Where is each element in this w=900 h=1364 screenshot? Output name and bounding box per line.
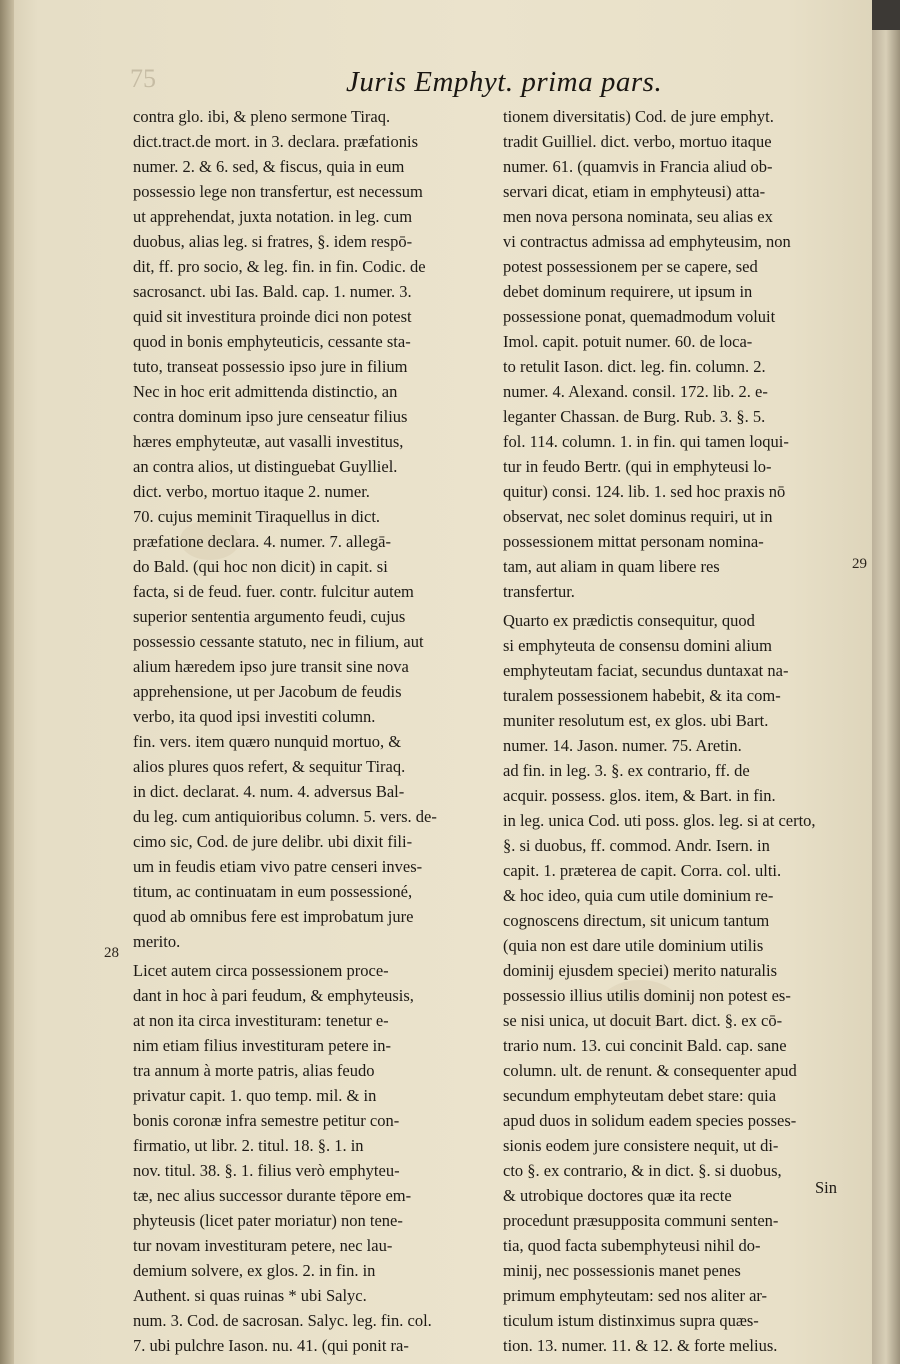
text-line: quid sit investitura proinde dici non potest bbox=[133, 307, 412, 326]
running-head: Juris Emphyt. prima pars. bbox=[346, 66, 663, 98]
text-line: bonis coronæ infra semestre petitur con- bbox=[133, 1111, 400, 1130]
text-line: quod in bonis emphyteuticis, cessante sta- bbox=[133, 332, 411, 351]
text-line: tra annum à morte patris, alias feudo bbox=[133, 1061, 375, 1080]
text-line: tur in feudo Bertr. (qui in emphyteusi lo- bbox=[503, 457, 772, 476]
text-line: minij, nec possessionis manet penes bbox=[503, 1261, 741, 1280]
text-line: do Bald. (qui hoc non dicit) in capit. si bbox=[133, 557, 388, 576]
text-line: column. ult. de renunt. & consequenter apud bbox=[503, 1061, 797, 1080]
text-line: firmatio, ut libr. 2. titul. 18. §. 1. in bbox=[133, 1136, 364, 1155]
text-line: apud duos in solidum eadem species posses- bbox=[503, 1111, 797, 1130]
text-line: possessione ponat, quemadmodum voluit bbox=[503, 307, 776, 326]
text-line: servari dicat, etiam in emphyteusi) atta- bbox=[503, 182, 766, 201]
text-line: um in feudis etiam vivo patre censeri inves- bbox=[133, 857, 423, 876]
text-line: muniter resolutum est, ex glos. ubi Bart. bbox=[503, 711, 769, 730]
text-line: numer. 14. Jason. numer. 75. Aretin. bbox=[503, 736, 742, 755]
text-line: Imol. capit. potuit numer. 60. de loca- bbox=[503, 332, 753, 351]
text-line: Nec in hoc erit admittenda distinctio, an bbox=[133, 382, 398, 401]
text-line: num. 3. Cod. de sacrosan. Salyc. leg. fin. col. bbox=[133, 1311, 432, 1330]
text-line: debet dominum requirere, ut ipsum in bbox=[503, 282, 753, 301]
text-line: tæ, nec alius successor durante tēpore em- bbox=[133, 1186, 412, 1205]
text-line: & hoc ideo, quia cum utile dominium re- bbox=[503, 886, 774, 905]
text-line: fin. vers. item quæro nunquid mortuo, & bbox=[133, 732, 402, 751]
text-line: numer. 61. (quamvis in Francia aliud ob- bbox=[503, 157, 773, 176]
margin-note-left: 28 bbox=[104, 945, 119, 961]
text-line: dominij ejusdem speciei) merito naturalis bbox=[503, 961, 778, 980]
text-line: acquir. possess. glos. item, & Bart. in fin. bbox=[503, 786, 776, 805]
text-line: possessionem mittat personam nomina- bbox=[503, 532, 764, 551]
left-text-column bbox=[133, 104, 489, 1358]
text-line: facta, si de feud. fuer. contr. fulcitur autem bbox=[133, 582, 414, 601]
page-gutter bbox=[0, 0, 14, 1364]
text-line: to retulit Iason. dict. leg. fin. column. 2. bbox=[503, 357, 766, 376]
text-line: nim etiam filius investituram petere in- bbox=[133, 1036, 391, 1055]
text-line: quitur) consi. 124. lib. 1. sed hoc praxis nō bbox=[503, 482, 786, 501]
text-line: alium hæredem ipso jure transit sine nova bbox=[133, 657, 409, 676]
text-line: contra glo. ibi, & pleno sermone Tiraq. bbox=[133, 107, 391, 126]
text-line: ticulum istum distinximus supra quæs- bbox=[503, 1311, 759, 1330]
text-line: an contra alios, ut distinguebat Guylliel. bbox=[133, 457, 398, 476]
text-line: possessio lege non transfertur, est necessum bbox=[133, 182, 423, 201]
text-line: verbo, ita quod ipsi investiti column. bbox=[133, 707, 376, 726]
text-line: dit, ff. pro socio, & leg. fin. in fin. Codic. de bbox=[133, 257, 426, 276]
text-line: se nisi unica, ut docuit Bart. dict. §. ex cō- bbox=[503, 1011, 783, 1030]
text-line: vi contractus admissa ad emphyteusim, non bbox=[503, 232, 791, 251]
text-line: du leg. cum antiquioribus column. 5. vers. de- bbox=[133, 807, 437, 826]
text-line: cognoscens directum, sit unicum tantum bbox=[503, 911, 770, 930]
adjacent-page-edge bbox=[872, 30, 900, 1364]
text-line: privatur capit. 1. quo temp. mil. & in bbox=[133, 1086, 377, 1105]
text-line: secundum emphyteutam debet stare: quia bbox=[503, 1086, 777, 1105]
text-line: potest possessionem per se capere, sed bbox=[503, 257, 758, 276]
text-line: in dict. declarat. 4. num. 4. adversus Bal- bbox=[133, 782, 405, 801]
text-line: numer. 4. Alexand. consil. 172. lib. 2. e- bbox=[503, 382, 768, 401]
text-line: observat, nec solet dominus requiri, ut in bbox=[503, 507, 773, 526]
margin-note-right: 29 bbox=[852, 556, 867, 572]
text-line: titum, ac continuatam in eum possessioné, bbox=[133, 882, 413, 901]
text-line: apprehensione, ut per Jacobum de feudis bbox=[133, 682, 402, 701]
text-line: tuto, transeat possessio ipso jure in filium bbox=[133, 357, 408, 376]
right-text-column bbox=[503, 104, 851, 1358]
text-line: sacrosanct. ubi Ias. Bald. cap. 1. numer. 3. bbox=[133, 282, 412, 301]
text-line: tion. 13. numer. 11. & 12. & forte melius. bbox=[503, 1336, 778, 1355]
text-line: alios plures quos refert, & sequitur Tiraq. bbox=[133, 757, 406, 776]
text-line: tur novam investituram petere, nec lau- bbox=[133, 1236, 393, 1255]
text-line: leganter Chassan. de Burg. Rub. 3. §. 5. bbox=[503, 407, 766, 426]
text-line: merito. bbox=[133, 932, 181, 951]
text-line: (quia non est dare utile dominium utilis bbox=[503, 936, 764, 955]
text-line: Authent. si quas ruinas * ubi Salyc. bbox=[133, 1286, 367, 1305]
text-line: præfatione declara. 4. numer. 7. allegā- bbox=[133, 532, 391, 551]
text-line: in leg. unica Cod. uti poss. glos. leg. si at certo, bbox=[503, 811, 816, 830]
text-line: tam, aut aliam in quam libere res bbox=[503, 557, 720, 576]
text-line: primum emphyteutam: sed nos aliter ar- bbox=[503, 1286, 768, 1305]
text-line: cimo sic, Cod. de jure delibr. ubi dixit fili- bbox=[133, 832, 413, 851]
text-line: possessio illius utilis dominij non potest es- bbox=[503, 986, 791, 1005]
text-line: phyteusis (licet pater moriatur) non tene- bbox=[133, 1211, 403, 1230]
background-shadow bbox=[872, 0, 900, 30]
text-line: 70. cujus meminit Tiraquellus in dict. bbox=[133, 507, 381, 526]
text-line: superior sententia argumento feudi, cujus bbox=[133, 607, 406, 626]
text-line: hæres emphyteutæ, aut vasalli investitus, bbox=[133, 432, 404, 451]
text-line: tradit Guilliel. dict. verbo, mortuo itaque bbox=[503, 132, 772, 151]
text-line: nov. titul. 38. §. 1. filius verò emphyteu- bbox=[133, 1161, 400, 1180]
text-line: demium solvere, ex glos. 2. in fin. in bbox=[133, 1261, 376, 1280]
text-line: at non ita circa investituram: tenetur e- bbox=[133, 1011, 389, 1030]
text-line: quod ab omnibus fere est improbatum jure bbox=[133, 907, 414, 926]
text-line: dant in hoc à pari feudum, & emphyteusis, bbox=[133, 986, 414, 1005]
text-line: sionis eodem jure consistere nequit, ut di- bbox=[503, 1136, 779, 1155]
text-line: si emphyteuta de consensu domini alium bbox=[503, 636, 772, 655]
text-line: ad fin. in leg. 3. §. ex contrario, ff. de bbox=[503, 761, 750, 780]
text-line: emphyteutam faciat, secundus duntaxat na- bbox=[503, 661, 789, 680]
text-line: Quarto ex prædictis consequitur, quod bbox=[503, 611, 755, 630]
text-line: tia, quod facta subemphyteusi nihil do- bbox=[503, 1236, 761, 1255]
text-line: turalem possessionem habebit, & ita com- bbox=[503, 686, 781, 705]
text-line: trario num. 13. cui concinit Bald. cap. sane bbox=[503, 1036, 787, 1055]
text-line: contra dominum ipso jure censeatur filius bbox=[133, 407, 408, 426]
text-line: procedunt præsupposita communi senten- bbox=[503, 1211, 779, 1230]
text-line: duobus, alias leg. si fratres, §. idem respō- bbox=[133, 232, 413, 251]
text-line: men nova persona nominata, seu alias ex bbox=[503, 207, 773, 226]
text-line: ut apprehendat, juxta notation. in leg. cum bbox=[133, 207, 413, 226]
text-line: capit. 1. præterea de capit. Corra. col. ulti. bbox=[503, 861, 782, 880]
text-line: & utrobique doctores quæ ita recte bbox=[503, 1186, 732, 1205]
page-number: 75 bbox=[130, 64, 156, 93]
catchword: Sin bbox=[815, 1178, 838, 1197]
text-line: dict. verbo, mortuo itaque 2. numer. bbox=[133, 482, 370, 501]
text-line: numer. 2. & 6. sed, & fiscus, quia in eum bbox=[133, 157, 405, 176]
text-line: possessio cessante statuto, nec in filium, aut bbox=[133, 632, 424, 651]
text-line: transfertur. bbox=[503, 582, 575, 601]
text-line: §. si duobus, ff. commod. Andr. Isern. in bbox=[503, 836, 770, 855]
text-line: dict.tract.de mort. in 3. declara. præfationis bbox=[133, 132, 418, 151]
text-line: fol. 114. column. 1. in fin. qui tamen loqui- bbox=[503, 432, 789, 451]
text-line: 7. ubi pulchre Iason. nu. 41. (qui ponit ra- bbox=[133, 1336, 409, 1355]
text-line: tionem diversitatis) Cod. de jure emphyt. bbox=[503, 107, 774, 126]
text-line: cto §. ex contrario, & in dict. §. si duobus, bbox=[503, 1161, 782, 1180]
text-line: Licet autem circa possessionem proce- bbox=[133, 961, 389, 980]
